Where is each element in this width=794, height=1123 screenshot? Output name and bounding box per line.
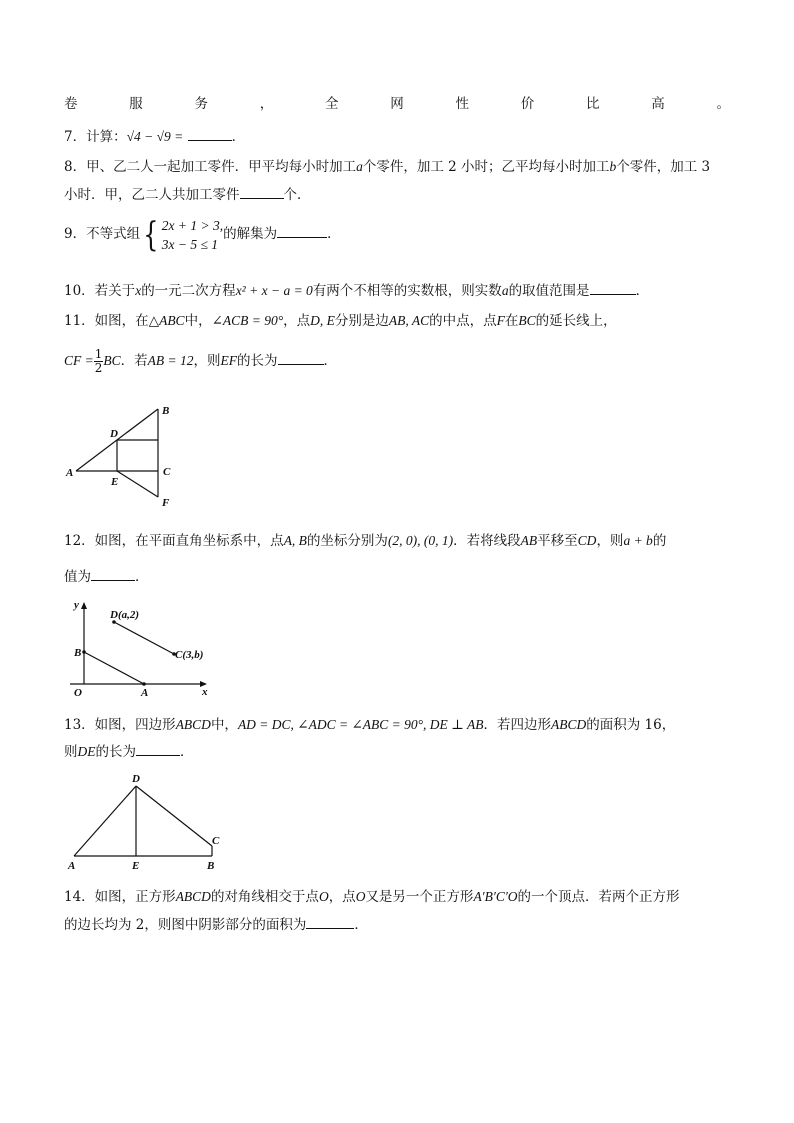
question-7: 7．计算：√4 − √9 = ． bbox=[64, 126, 245, 146]
question-11-line2: CF = $\frac{1}{2}$ BC．若AB = 12，则EF的长为 ． bbox=[64, 347, 338, 375]
question-9: 9．不等式组{ 2x + 1 > 3, 3x − 5 ≤ 1 的解集为 ． bbox=[64, 214, 341, 255]
fig12-label-b: B bbox=[74, 647, 82, 659]
fig11-label-a: A bbox=[66, 467, 74, 479]
question-13-line1: 13．如图，四边形ABCD中，AD = DC, ∠ADC = ∠ABC = 90°, DE ⊥ AB．若四边形ABCD的面积为 16， bbox=[64, 717, 676, 733]
top-line bbox=[64, 92, 730, 112]
fig12-label-y: y bbox=[74, 599, 79, 611]
fig12-label-c: C(3,b) bbox=[175, 649, 204, 661]
fig11-label-c: C bbox=[163, 466, 171, 478]
question-12-line2: 值为 ． bbox=[64, 566, 149, 586]
fig12-label-d: D(a,2) bbox=[110, 609, 140, 621]
top-char: 。 bbox=[716, 96, 730, 112]
figure-13-quadrilateral bbox=[62, 770, 232, 872]
top-char: 务 bbox=[194, 96, 208, 112]
fig12-label-x: x bbox=[202, 686, 208, 698]
fig12-label-o: O bbox=[74, 687, 82, 698]
fig11-label-e: E bbox=[111, 476, 119, 488]
inequality-system: 2x + 1 > 3, 3x − 5 ≤ 1 bbox=[161, 217, 224, 252]
top-char: ， bbox=[259, 96, 274, 112]
top-char: 高 bbox=[651, 96, 665, 112]
fig13-label-a: A bbox=[68, 860, 76, 872]
question-8-line1: 8．甲、乙二人一起加工零件．甲平均每小时加工a个零件，加工 2 小时；乙平均每小时加工b个零件，加工 3 bbox=[64, 159, 711, 175]
answer-blank[interactable] bbox=[278, 350, 324, 365]
answer-blank[interactable] bbox=[590, 280, 636, 295]
top-char: 比 bbox=[586, 96, 600, 112]
question-10: 10．若关于x的一元二次方程x² + x − a = 0有两个不相等的实数根，则实数a的取值范围是 ． bbox=[64, 280, 649, 300]
question-12-line1: 12．如图，在平面直角坐标系中，点A, B的坐标分别为(2, 0), (0, 1)．若将线段AB平移至CD，则a + b的 bbox=[64, 533, 667, 549]
answer-blank[interactable] bbox=[277, 223, 327, 238]
quadratic-equation: x² + x − a = 0 bbox=[235, 283, 313, 298]
fig13-label-d: D bbox=[132, 773, 140, 785]
question-11-line1: 11．如图，在△ABC中，∠ACB = 90°，点D, E分别是边AB, AC的中点，点F在BC的延长线上， bbox=[64, 313, 617, 329]
brace-symbol: { bbox=[143, 214, 159, 255]
question-14-line2: 的边长均为 2，则图中阴影部分的面积为 ． bbox=[64, 914, 368, 934]
fig13-label-e: E bbox=[132, 860, 140, 872]
top-char: 性 bbox=[455, 96, 469, 112]
figure-11-triangle bbox=[62, 400, 192, 512]
q7-expression: √4 − √9 = bbox=[126, 129, 184, 144]
figure-12-coordinate-plane bbox=[62, 598, 212, 698]
top-char: 服 bbox=[129, 96, 143, 112]
fig13-label-b: B bbox=[207, 860, 215, 872]
question-8-line2: 小时．甲，乙二人共加工零件 个． bbox=[64, 184, 311, 204]
top-char: 网 bbox=[390, 96, 404, 112]
fraction-one-half: $\frac{1}{2}$ bbox=[94, 347, 103, 375]
answer-blank[interactable] bbox=[240, 184, 284, 199]
top-char: 全 bbox=[325, 96, 339, 112]
question-13-line2: 则DE的长为 ． bbox=[64, 741, 194, 761]
top-char: 价 bbox=[520, 96, 535, 112]
fig13-label-c: C bbox=[212, 835, 220, 847]
fig11-label-b: B bbox=[162, 405, 170, 417]
fig12-label-a: A bbox=[141, 687, 149, 698]
answer-blank[interactable] bbox=[188, 126, 232, 141]
fig11-label-f: F bbox=[162, 497, 170, 509]
top-char: 卷 bbox=[64, 96, 78, 112]
answer-blank[interactable] bbox=[136, 741, 180, 756]
answer-blank[interactable] bbox=[91, 566, 135, 581]
question-14-line1: 14．如图，正方形ABCD的对角线相交于点O，点O又是另一个正方形A′B′C′O的一个顶点．若两个正方形 bbox=[64, 889, 680, 905]
answer-blank[interactable] bbox=[306, 914, 354, 929]
fig11-label-d: D bbox=[110, 428, 118, 440]
